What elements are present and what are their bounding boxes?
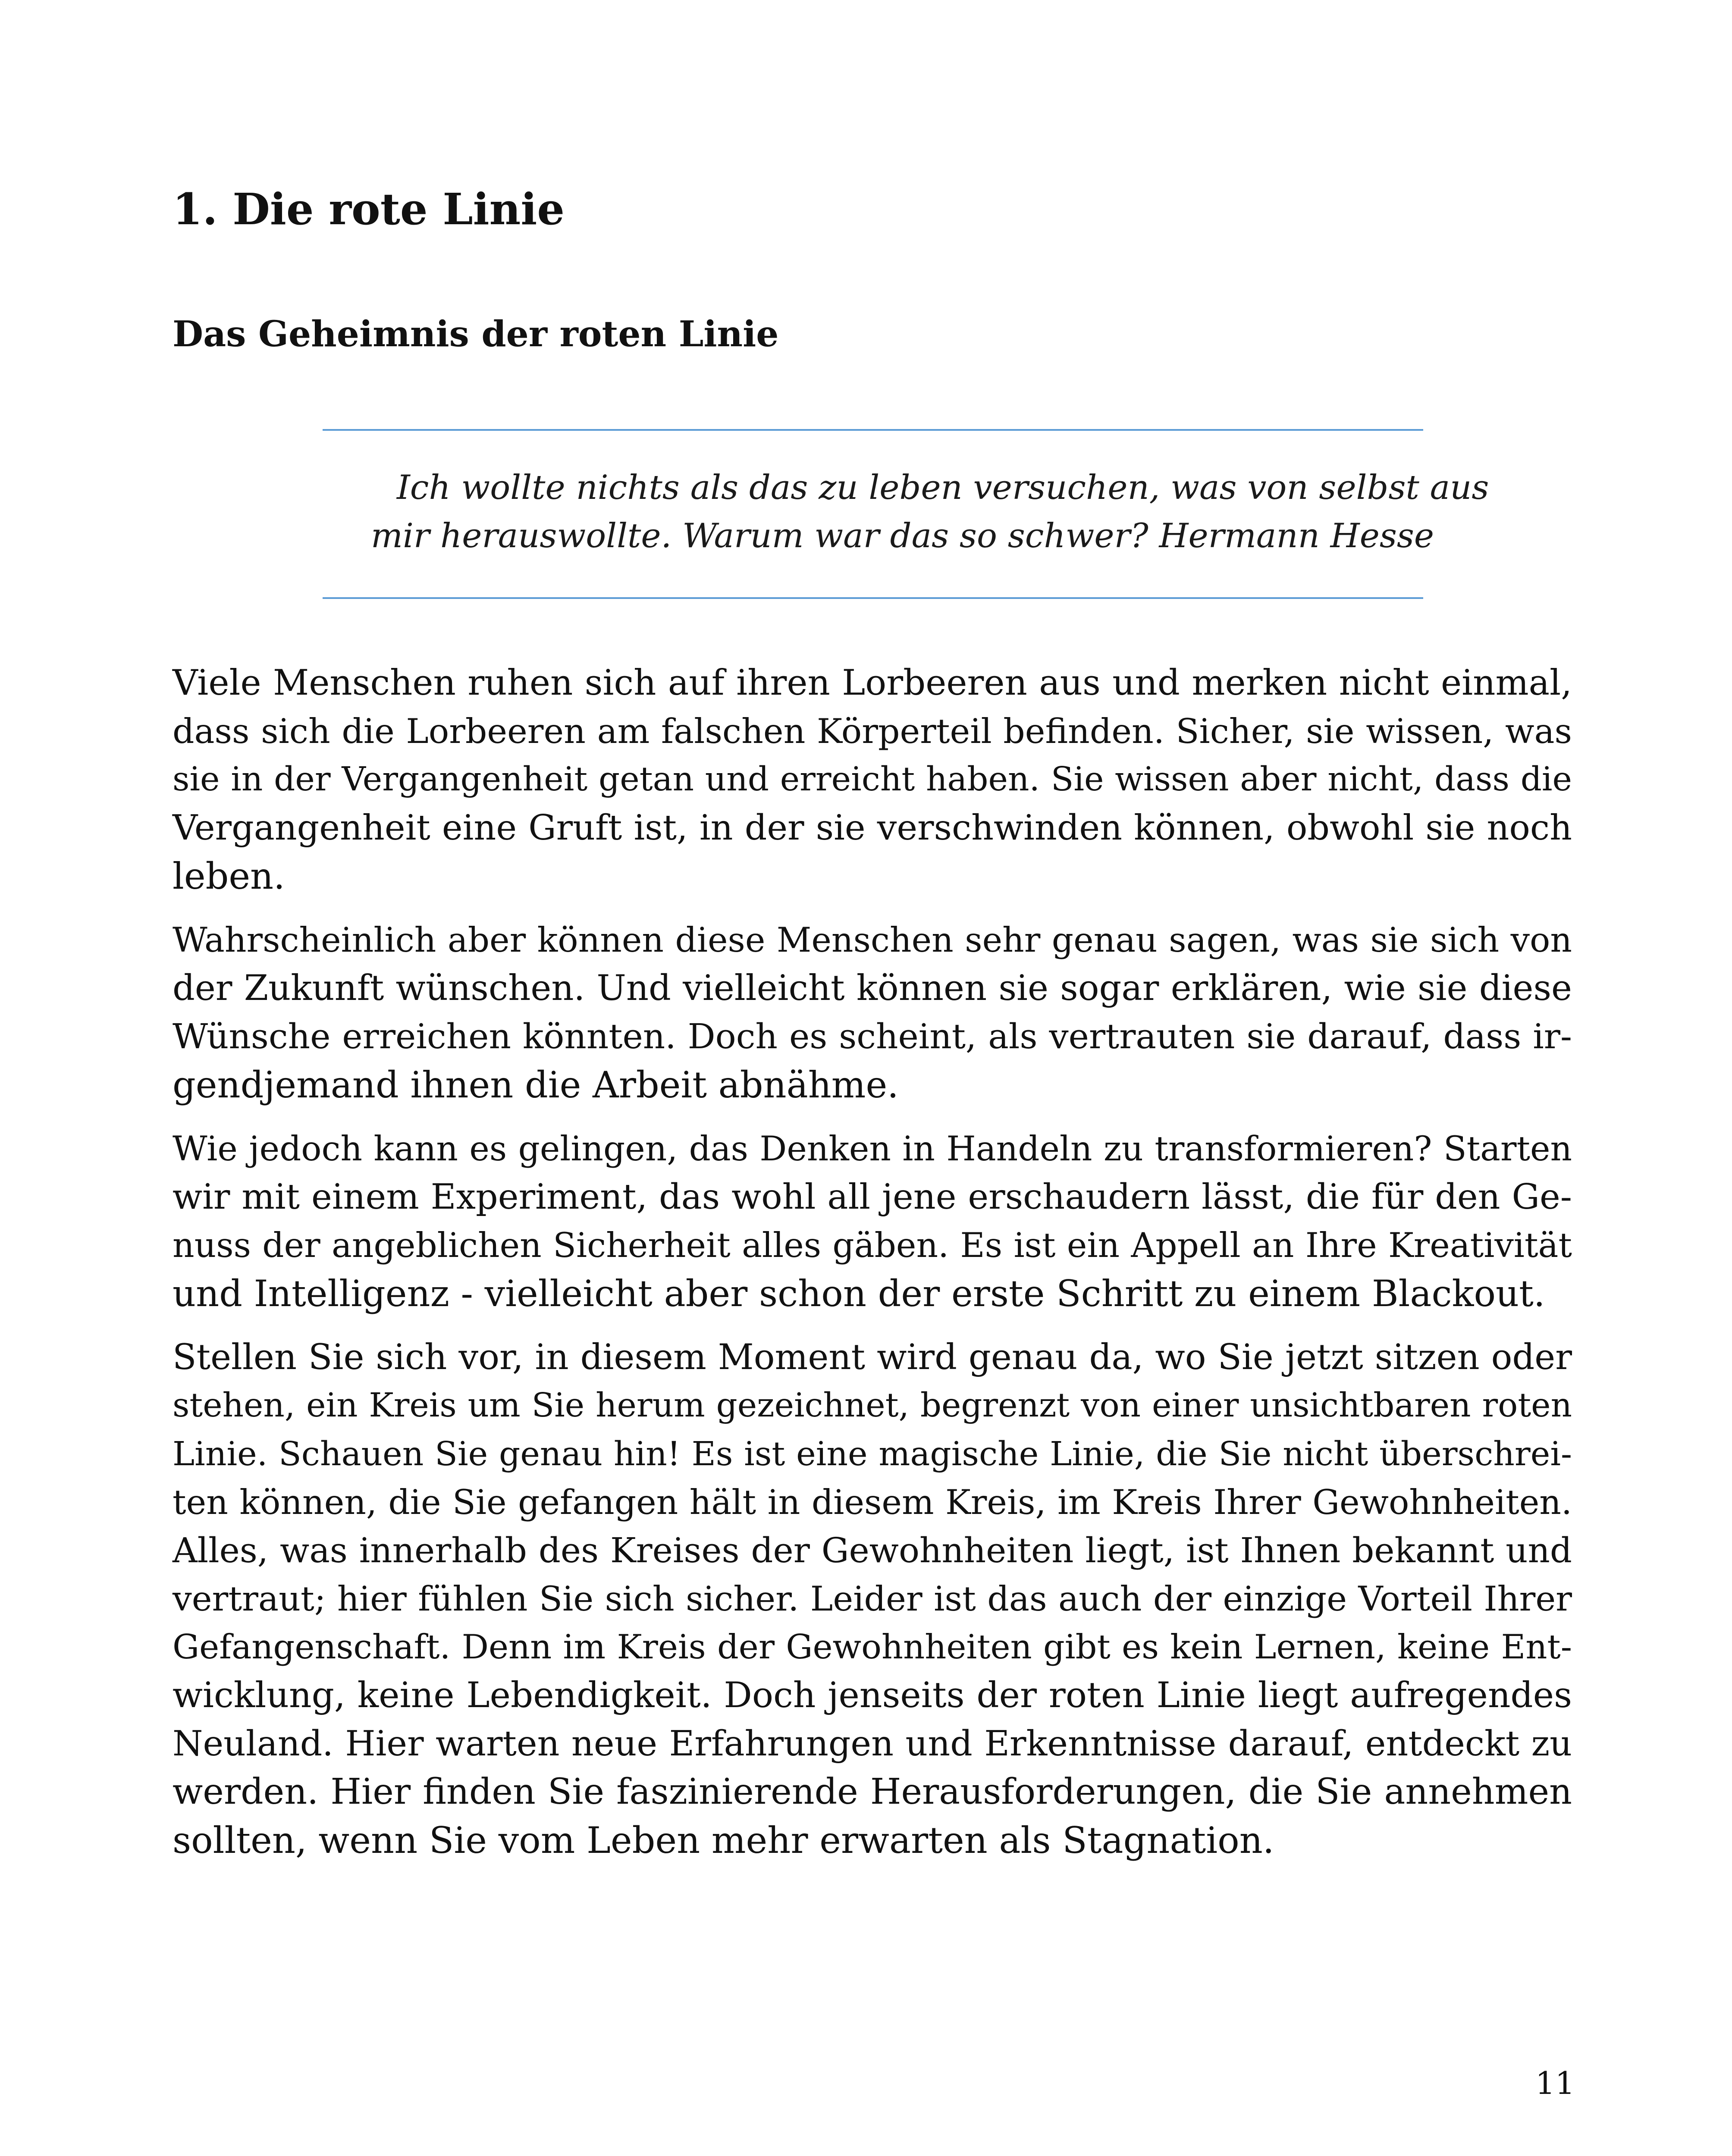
page-number: 11 xyxy=(1535,2065,1575,2101)
chapter-title: 1. Die rote Linie xyxy=(173,184,565,235)
paragraph xyxy=(173,1333,1572,1865)
epigraph-line: mir herauswollte. Warum war das so schwer? Hermann Hesse xyxy=(371,517,1434,555)
text-line: sollten, wenn Sie vom Leben mehr erwarten als Stagnation. xyxy=(173,1819,1274,1861)
text-line: Viele Menschen ruhen sich auf ihren Lorbeeren aus und merken nicht einmal, xyxy=(173,662,1572,703)
epigraph-quote xyxy=(371,464,1489,560)
text-line: vertraut; hier fühlen Sie sich sicher. Leider ist das auch der einzige Vorteil Ihrer xyxy=(173,1579,1572,1619)
epigraph-bottom-rule xyxy=(323,597,1423,599)
text-line: gendjemand ihnen die Arbeit abnähme. xyxy=(173,1064,899,1106)
text-line: Linie. Schauen Sie genau hin! Es ist eine magische Linie, die Sie nicht überschrei- xyxy=(173,1435,1572,1473)
text-line: Wünsche erreichen könnten. Doch es scheint, als vertrauten sie darauf, dass ir- xyxy=(173,1016,1572,1056)
epigraph-top-rule xyxy=(323,429,1423,431)
epigraph-line: Ich wollte nichts als das zu leben versuchen, was von selbst aus xyxy=(397,468,1489,507)
paragraph xyxy=(173,1125,1572,1318)
text-line: der Zukunft wünschen. Und vielleicht können sie sogar erklären, wie sie diese xyxy=(173,968,1572,1009)
text-line: ten können, die Sie gefangen hält in diesem Kreis, im Kreis Ihrer Gewohnheiten. xyxy=(173,1482,1572,1522)
text-line: und Intelligenz - vielleicht aber schon der erste Schritt zu einem Blackout. xyxy=(173,1272,1545,1315)
text-line: leben. xyxy=(173,855,285,897)
body-text xyxy=(173,659,1572,1880)
text-line: Gefangenschaft. Denn im Kreis der Gewohnheiten gibt es kein Lernen, keine Ent- xyxy=(173,1628,1572,1667)
text-line: Wie jedoch kann es gelingen, das Denken in Handeln zu transformieren? Starten xyxy=(173,1129,1572,1169)
text-line: Wahrscheinlich aber können diese Menschen sehr genau sagen, was sie sich von xyxy=(173,920,1572,960)
text-line: nuss der angeblichen Sicherheit alles gäben. Es ist ein Appell an Ihre Kreativität xyxy=(173,1225,1572,1265)
text-line: Neuland. Hier warten neue Erfahrungen und Erkenntnisse darauf, entdeckt zu xyxy=(173,1724,1572,1764)
paragraph xyxy=(173,659,1572,900)
paragraph xyxy=(173,916,1572,1109)
text-line: stehen, ein Kreis um Sie herum gezeichnet, begrenzt von einer unsichtbaren roten xyxy=(173,1386,1572,1425)
text-line: wir mit einem Experiment, das wohl all jene erschaudern lässt, die für den Ge- xyxy=(173,1177,1572,1217)
text-line: werden. Hier finden Sie faszinierende Herausforderungen, die Sie annehmen xyxy=(173,1771,1572,1812)
text-line: sie in der Vergangenheit getan und erreicht haben. Sie wissen aber nicht, dass die xyxy=(173,760,1572,799)
text-line: Stellen Sie sich vor, in diesem Moment wird genau da, wo Sie jetzt sitzen oder xyxy=(173,1337,1572,1378)
text-line: Vergangenheit eine Gruft ist, in der sie verschwinden können, obwohl sie noch xyxy=(173,808,1572,848)
text-line: dass sich die Lorbeeren am falschen Körperteil befinden. Sicher, sie wissen, was xyxy=(173,711,1572,751)
text-line: Alles, was innerhalb des Kreises der Gewohnheiten liegt, ist Ihnen bekannt und xyxy=(173,1530,1572,1570)
section-title: Das Geheimnis der roten Linie xyxy=(173,313,779,355)
text-line: wicklung, keine Lebendigkeit. Doch jenseits der roten Linie liegt aufregendes xyxy=(173,1675,1572,1716)
